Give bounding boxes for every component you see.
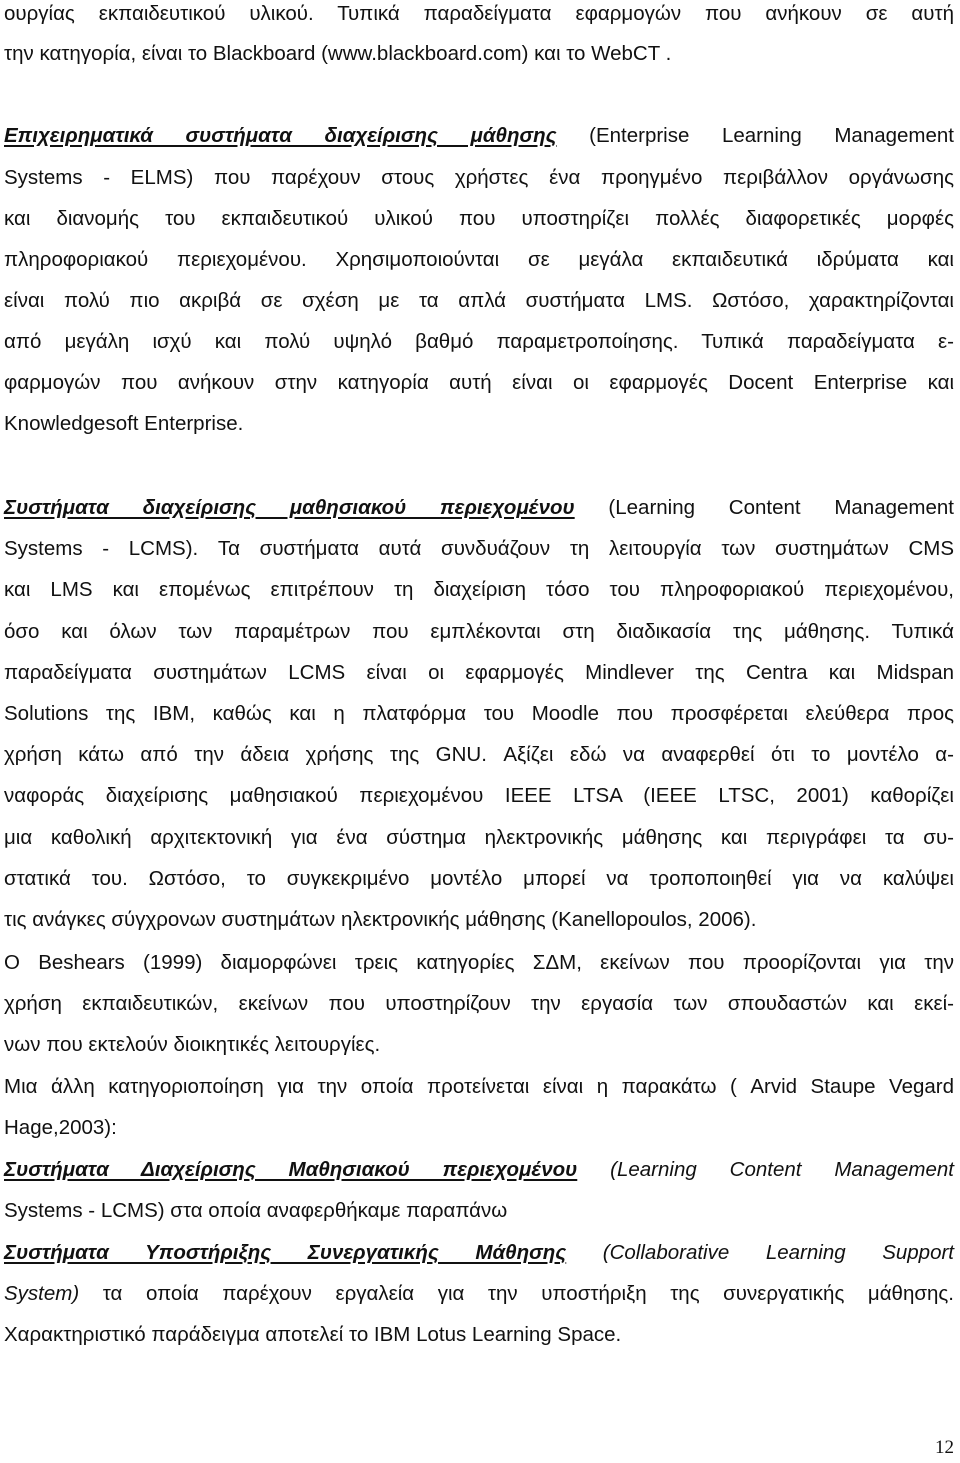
line-text: και διανομής του εκπαιδευτικού υλικού που υποστηρίζει πολλές διαφορετικές μορφές xyxy=(4,207,954,230)
paragraph-line xyxy=(4,166,954,190)
paragraph-line xyxy=(4,289,954,313)
line-text: (Learning Content Management xyxy=(574,496,954,519)
page-number: 12 xyxy=(935,1437,954,1458)
term-english: System) xyxy=(4,1282,80,1305)
line-text: την κατηγορία, είναι το Blackboard (www.blackboard.com) και το WebCT . xyxy=(4,42,672,65)
line-text: είναι πολύ πιο ακριβά σε σχέση με τα απλά συστήματα LMS. Ωστόσο, χαρακτηρίζονται xyxy=(4,289,954,312)
line-text: Μια άλλη κατηγοριοποίηση για την οποία προτείνεται είναι η παρακάτω ( Arvid Staupe Vegard xyxy=(4,1075,954,1098)
paragraph-line xyxy=(4,661,954,685)
paragraph-line xyxy=(4,992,954,1016)
paragraph-line xyxy=(4,124,954,148)
term-heading: Συστήματα Διαχείρισης Μαθησιακού περιεχομένου xyxy=(4,1158,578,1181)
paragraph-line xyxy=(4,867,954,891)
paragraph-line xyxy=(4,207,954,231)
paragraph-line xyxy=(4,1116,954,1140)
line-text: Systems - LCMS). Τα συστήματα αυτά συνδυάζουν τη λειτουργία των συστημάτων CMS xyxy=(4,537,954,560)
line-text: (Enterprise Learning Management xyxy=(556,124,954,147)
paragraph-line xyxy=(4,1158,954,1182)
line-text: Knowledgesoft Enterprise. xyxy=(4,412,244,435)
line-text: τις ανάγκες σύγχρονων συστημάτων ηλεκτρονικής μάθησης (Kanellopoulos, 2006). xyxy=(4,908,757,931)
line-text: και LMS και επομένως επιτρέπουν τη διαχείριση τόσο του πληροφοριακού περιεχομένου, xyxy=(4,578,954,601)
line-text: μια καθολική αρχιτεκτονική για ένα σύστημα ηλεκτρονικής μάθησης και περιγράφει τα συ- xyxy=(4,826,954,849)
line-text: Systems - ELMS) που παρέχουν στους χρήστες ένα προηγμένο περιβάλλον οργάνωσης xyxy=(4,166,954,189)
paragraph-line xyxy=(4,826,954,850)
line-text: νων που εκτελούν διοικητικές λειτουργίες. xyxy=(4,1033,381,1056)
term-heading: Συστήματα διαχείρισης μαθησιακού περιεχομένου xyxy=(4,496,575,519)
line-text: στατικά του. Ωστόσο, το συγκεκριμένο μοντέλο μπορεί να τροποποιηθεί για να καλύψει xyxy=(4,867,954,890)
paragraph-line xyxy=(4,1199,954,1223)
paragraph-line xyxy=(4,1033,954,1057)
paragraph-line xyxy=(4,537,954,561)
paragraph-line xyxy=(4,1323,954,1347)
paragraph-line xyxy=(4,702,954,726)
line-text: Hage,2003): xyxy=(4,1116,117,1139)
paragraph-line xyxy=(4,578,954,602)
line-text: από μεγάλη ισχύ και πολύ υψηλό βαθμό παραμετροποίησης. Τυπικά παραδείγματα ε- xyxy=(4,330,954,353)
paragraph-line xyxy=(4,248,954,272)
term-heading: Επιχειρηματικά συστήματα διαχείρισης μάθησης xyxy=(4,124,557,147)
line-text: όσο και όλων των παραμέτρων που εμπλέκονται στη διαδικασία της μάθησης. Τυπικά xyxy=(4,620,954,643)
paragraph-line xyxy=(4,743,954,767)
paragraph-line xyxy=(4,951,954,975)
line-text: φαρμογών που ανήκουν στην κατηγορία αυτή είναι οι εφαρμογές Docent Enterprise και xyxy=(4,371,954,394)
line-text: χρήση εκπαιδευτικών, εκείνων που υποστηρίζουν την εργασία των σπουδαστών και εκεί- xyxy=(4,992,954,1015)
paragraph-line xyxy=(4,42,954,66)
line-text: Ο Beshears (1999) διαμορφώνει τρεις κατηγορίες ΣΔΜ, εκείνων που προορίζονται για την xyxy=(4,951,954,974)
term-english: (Collaborative Learning Support xyxy=(566,1241,954,1264)
line-text: παραδείγματα συστημάτων LCMS είναι οι εφαρμογές Mindlever της Centra και Midspan xyxy=(4,661,954,684)
paragraph-line xyxy=(4,1075,954,1099)
paragraph-line xyxy=(4,1241,954,1265)
line-text: Χαρακτηριστικό παράδειγμα αποτελεί το IBM Lotus Learning Space. xyxy=(4,1323,622,1346)
paragraph-line xyxy=(4,620,954,644)
line-text: ναφοράς διαχείρισης μαθησιακού περιεχομένου IEEE LTSA (IEEE LTSC, 2001) καθορίζει xyxy=(4,784,954,807)
line-text: ουργίας εκπαιδευτικού υλικού. Τυπικά παραδείγματα εφαρμογών που ανήκουν σε αυτή xyxy=(4,2,954,25)
line-text: Systems - LCMS) στα οποία αναφερθήκαμε παραπάνω xyxy=(4,1199,508,1222)
paragraph-line xyxy=(4,784,954,808)
term-english: (Learning Content Management xyxy=(577,1158,954,1181)
paragraph-line xyxy=(4,2,954,26)
paragraph-line xyxy=(4,908,954,932)
line-text: τα οποία παρέχουν εργαλεία για την υποστήριξη της συνεργατικής μάθησης. xyxy=(79,1282,954,1305)
paragraph-line xyxy=(4,1282,954,1306)
line-text: πληροφοριακού περιεχομένου. Χρησιμοποιούνται σε μεγάλα εκπαιδευτικά ιδρύματα και xyxy=(4,248,954,271)
paragraph-line xyxy=(4,330,954,354)
paragraph-line xyxy=(4,371,954,395)
line-text: χρήση κάτω από την άδεια χρήσης της GNU. Αξίζει εδώ να αναφερθεί ότι το μοντέλο α- xyxy=(4,743,954,766)
paragraph-line xyxy=(4,412,954,436)
paragraph-line xyxy=(4,496,954,520)
term-heading: Συστήματα Υποστήριξης Συνεργατικής Μάθησης xyxy=(4,1241,567,1264)
line-text: Solutions της IBM, καθώς και η πλατφόρμα του Moodle που προσφέρεται ελεύθερα προς xyxy=(4,702,954,725)
